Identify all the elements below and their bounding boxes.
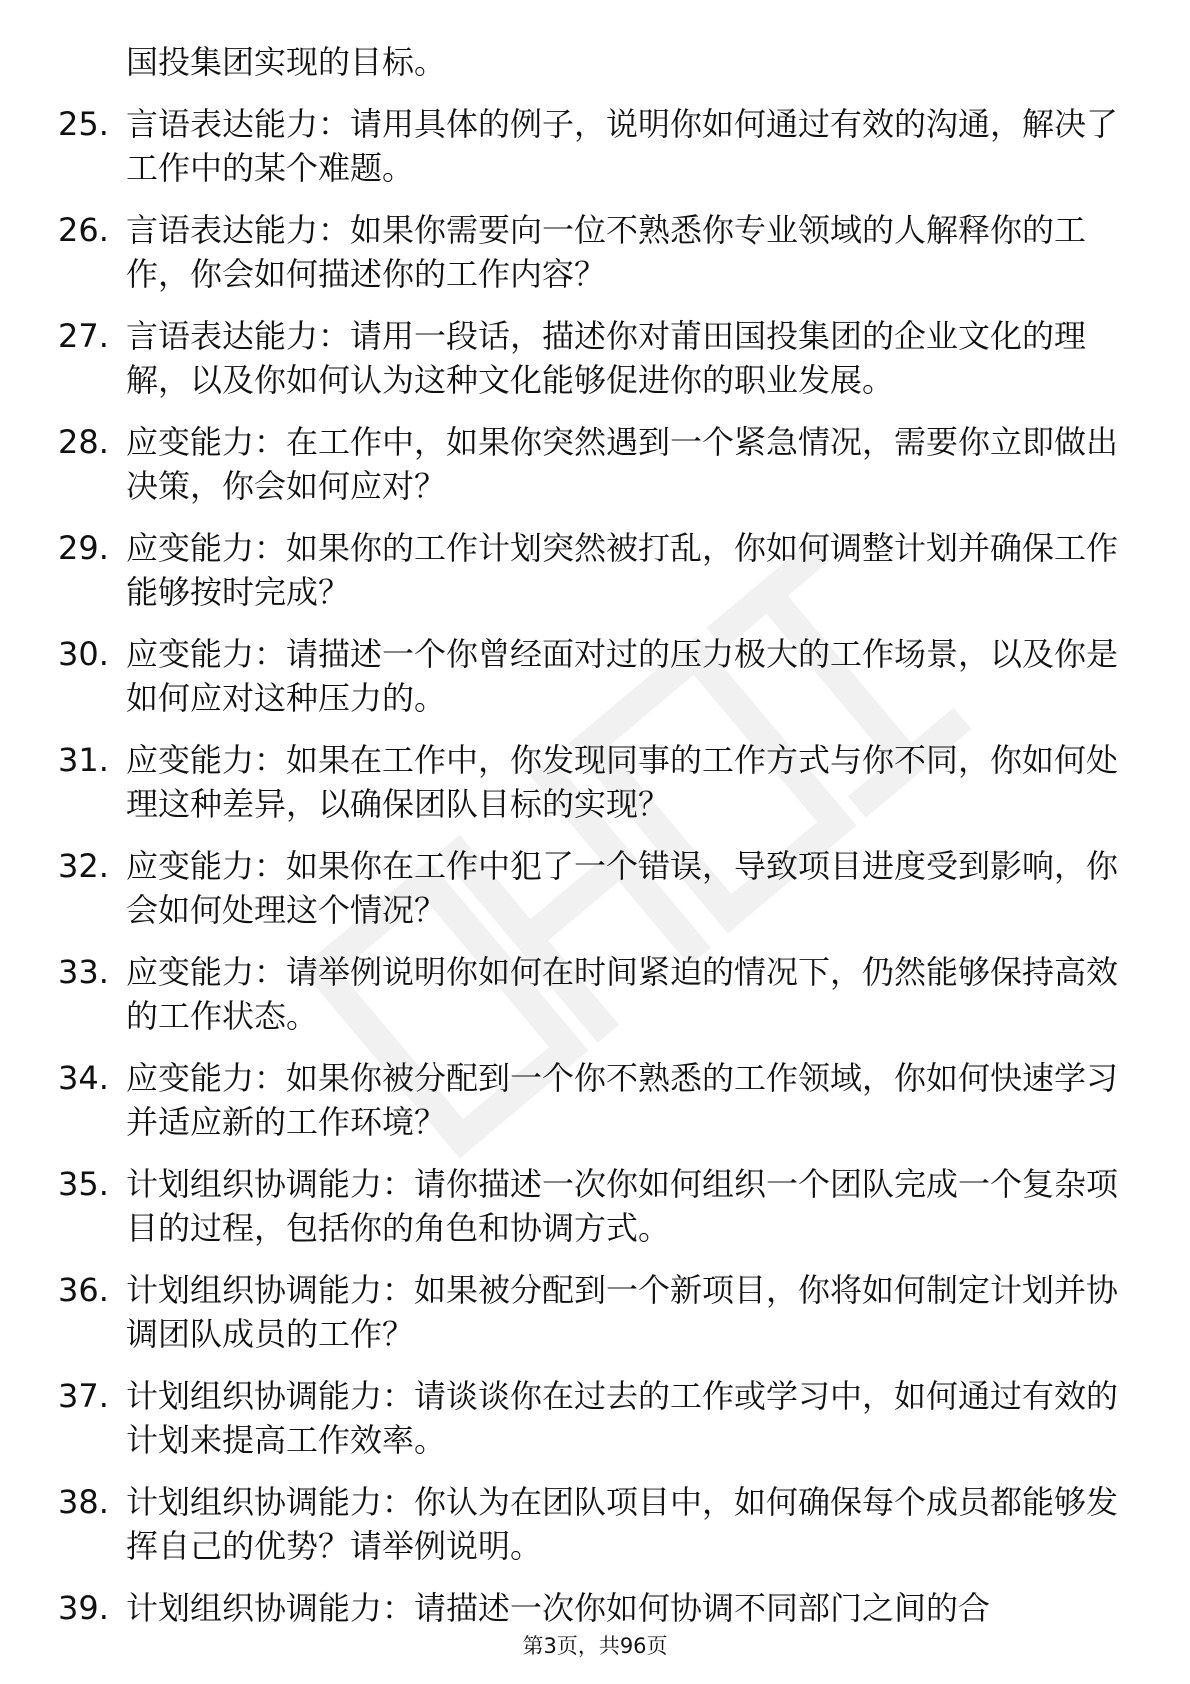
question-item: [58, 1586, 1118, 1630]
question-number: 31.: [58, 741, 109, 779]
question-text: 应变能力：请描述一个你曾经面对过的压力极大的工作场景，以及你是如何应对这种压力的。: [126, 635, 1119, 717]
question-number: 28.: [58, 423, 109, 461]
question-item: [58, 1480, 1118, 1568]
question-text: 言语表达能力：请用具体的例子，说明你如何通过有效的沟通，解决了工作中的某个难题。: [126, 105, 1119, 187]
question-item: [58, 1162, 1118, 1250]
question-text: 应变能力：请举例说明你如何在时间紧迫的情况下，仍然能够保持高效的工作状态。: [126, 953, 1119, 1035]
question-item: [58, 420, 1118, 508]
question-number: 33.: [58, 953, 109, 991]
question-number: 25.: [58, 105, 109, 143]
question-text: 计划组织协调能力：请你描述一次你如何组织一个团队完成一个复杂项目的过程，包括你的角色和协调方式。: [126, 1165, 1119, 1247]
question-text: 计划组织协调能力：如果被分配到一个新项目，你将如何制定计划并协调团队成员的工作？: [126, 1271, 1119, 1353]
page-number-footer: 第3页，共96页: [522, 1634, 668, 1658]
question-number: 30.: [58, 635, 109, 673]
question-item: [58, 738, 1118, 826]
question-text: 应变能力：如果你在工作中犯了一个错误，导致项目进度受到影响，你会如何处理这个情况？: [126, 847, 1119, 929]
question-item: [58, 844, 1118, 932]
question-list: [58, 102, 1118, 1630]
question-text: 应变能力：如果你被分配到一个你不熟悉的工作领域，你如何快速学习并适应新的工作环境？: [126, 1059, 1119, 1141]
question-item: [58, 632, 1118, 720]
question-number: 36.: [58, 1271, 109, 1309]
question-text: 应变能力：如果在工作中，你发现同事的工作方式与你不同，你如何处理这种差异，以确保团队目标的实现？: [126, 741, 1119, 823]
question-number: 27.: [58, 317, 109, 355]
question-text: 计划组织协调能力：你认为在团队项目中，如何确保每个成员都能够发挥自己的优势？请举例说明。: [126, 1483, 1119, 1565]
question-text: 计划组织协调能力：请描述一次你如何协调不同部门之间的合: [126, 1589, 991, 1627]
question-item: [58, 526, 1118, 614]
continuation-text: 国投集团实现的目标。: [126, 43, 447, 81]
question-number: 39.: [58, 1589, 109, 1627]
question-item: [58, 1056, 1118, 1144]
question-item: [58, 208, 1118, 296]
question-item: [58, 102, 1118, 190]
question-item: [58, 1268, 1118, 1356]
question-number: 32.: [58, 847, 109, 885]
question-item: [58, 1374, 1118, 1462]
question-text: 言语表达能力：请用一段话，描述你对莆田国投集团的企业文化的理解，以及你如何认为这种文化能够促进你的职业发展。: [126, 317, 1087, 399]
question-number: 38.: [58, 1483, 109, 1521]
question-number: 34.: [58, 1059, 109, 1097]
question-number: 37.: [58, 1377, 109, 1415]
question-text: 计划组织协调能力：请谈谈你在过去的工作或学习中，如何通过有效的计划来提高工作效率。: [126, 1377, 1119, 1459]
question-item: [58, 314, 1118, 402]
question-number: 29.: [58, 529, 109, 567]
document-body: [58, 40, 1118, 1648]
question-text: 应变能力：在工作中，如果你突然遇到一个紧急情况，需要你立即做出决策，你会如何应对？: [126, 423, 1119, 505]
question-text: 言语表达能力：如果你需要向一位不熟悉你专业领域的人解释你的工作，你会如何描述你的工作内容？: [126, 211, 1087, 293]
question-item: [58, 950, 1118, 1038]
question-text: 应变能力：如果你的工作计划突然被打乱，你如何调整计划并确保工作能够按时完成？: [126, 529, 1119, 611]
question-number: 35.: [58, 1165, 109, 1203]
question-number: 26.: [58, 211, 109, 249]
